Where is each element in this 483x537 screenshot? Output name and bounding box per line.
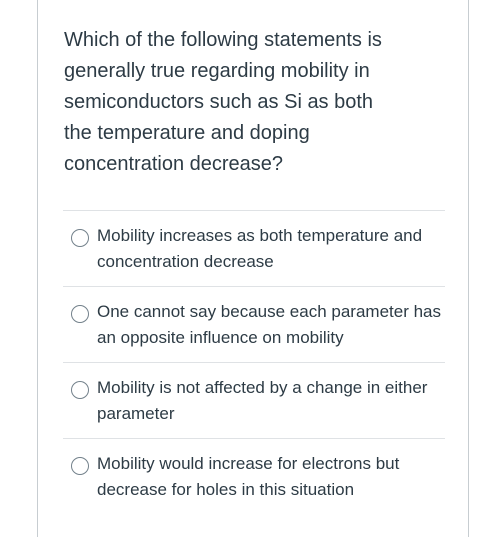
- answer-label: Mobility is not affected by a change in either parameter: [97, 378, 428, 423]
- radio-button-icon[interactable]: [71, 457, 89, 475]
- radio-button-icon[interactable]: [71, 381, 89, 399]
- answer-label: One cannot say because each parameter has an opposite influence on mobility: [97, 302, 441, 347]
- answer-option-2[interactable]: [63, 286, 445, 362]
- radio-button-icon[interactable]: [71, 305, 89, 323]
- answer-label: Mobility increases as both temperature and concentration decrease: [97, 226, 423, 271]
- answer-label: Mobility would increase for electrons but decrease for holes in this situation: [97, 454, 400, 499]
- answer-option-1[interactable]: [63, 210, 445, 286]
- answer-option-3[interactable]: [63, 362, 445, 438]
- answer-option-4[interactable]: [63, 438, 445, 514]
- radio-button-icon[interactable]: [71, 229, 89, 247]
- answer-list: [63, 210, 445, 514]
- question-card: [37, 0, 469, 537]
- question-text: Which of the following statements is generally true regarding mobility in semiconductors such as Si as both the temperature and doping concentration decrease?: [64, 29, 382, 175]
